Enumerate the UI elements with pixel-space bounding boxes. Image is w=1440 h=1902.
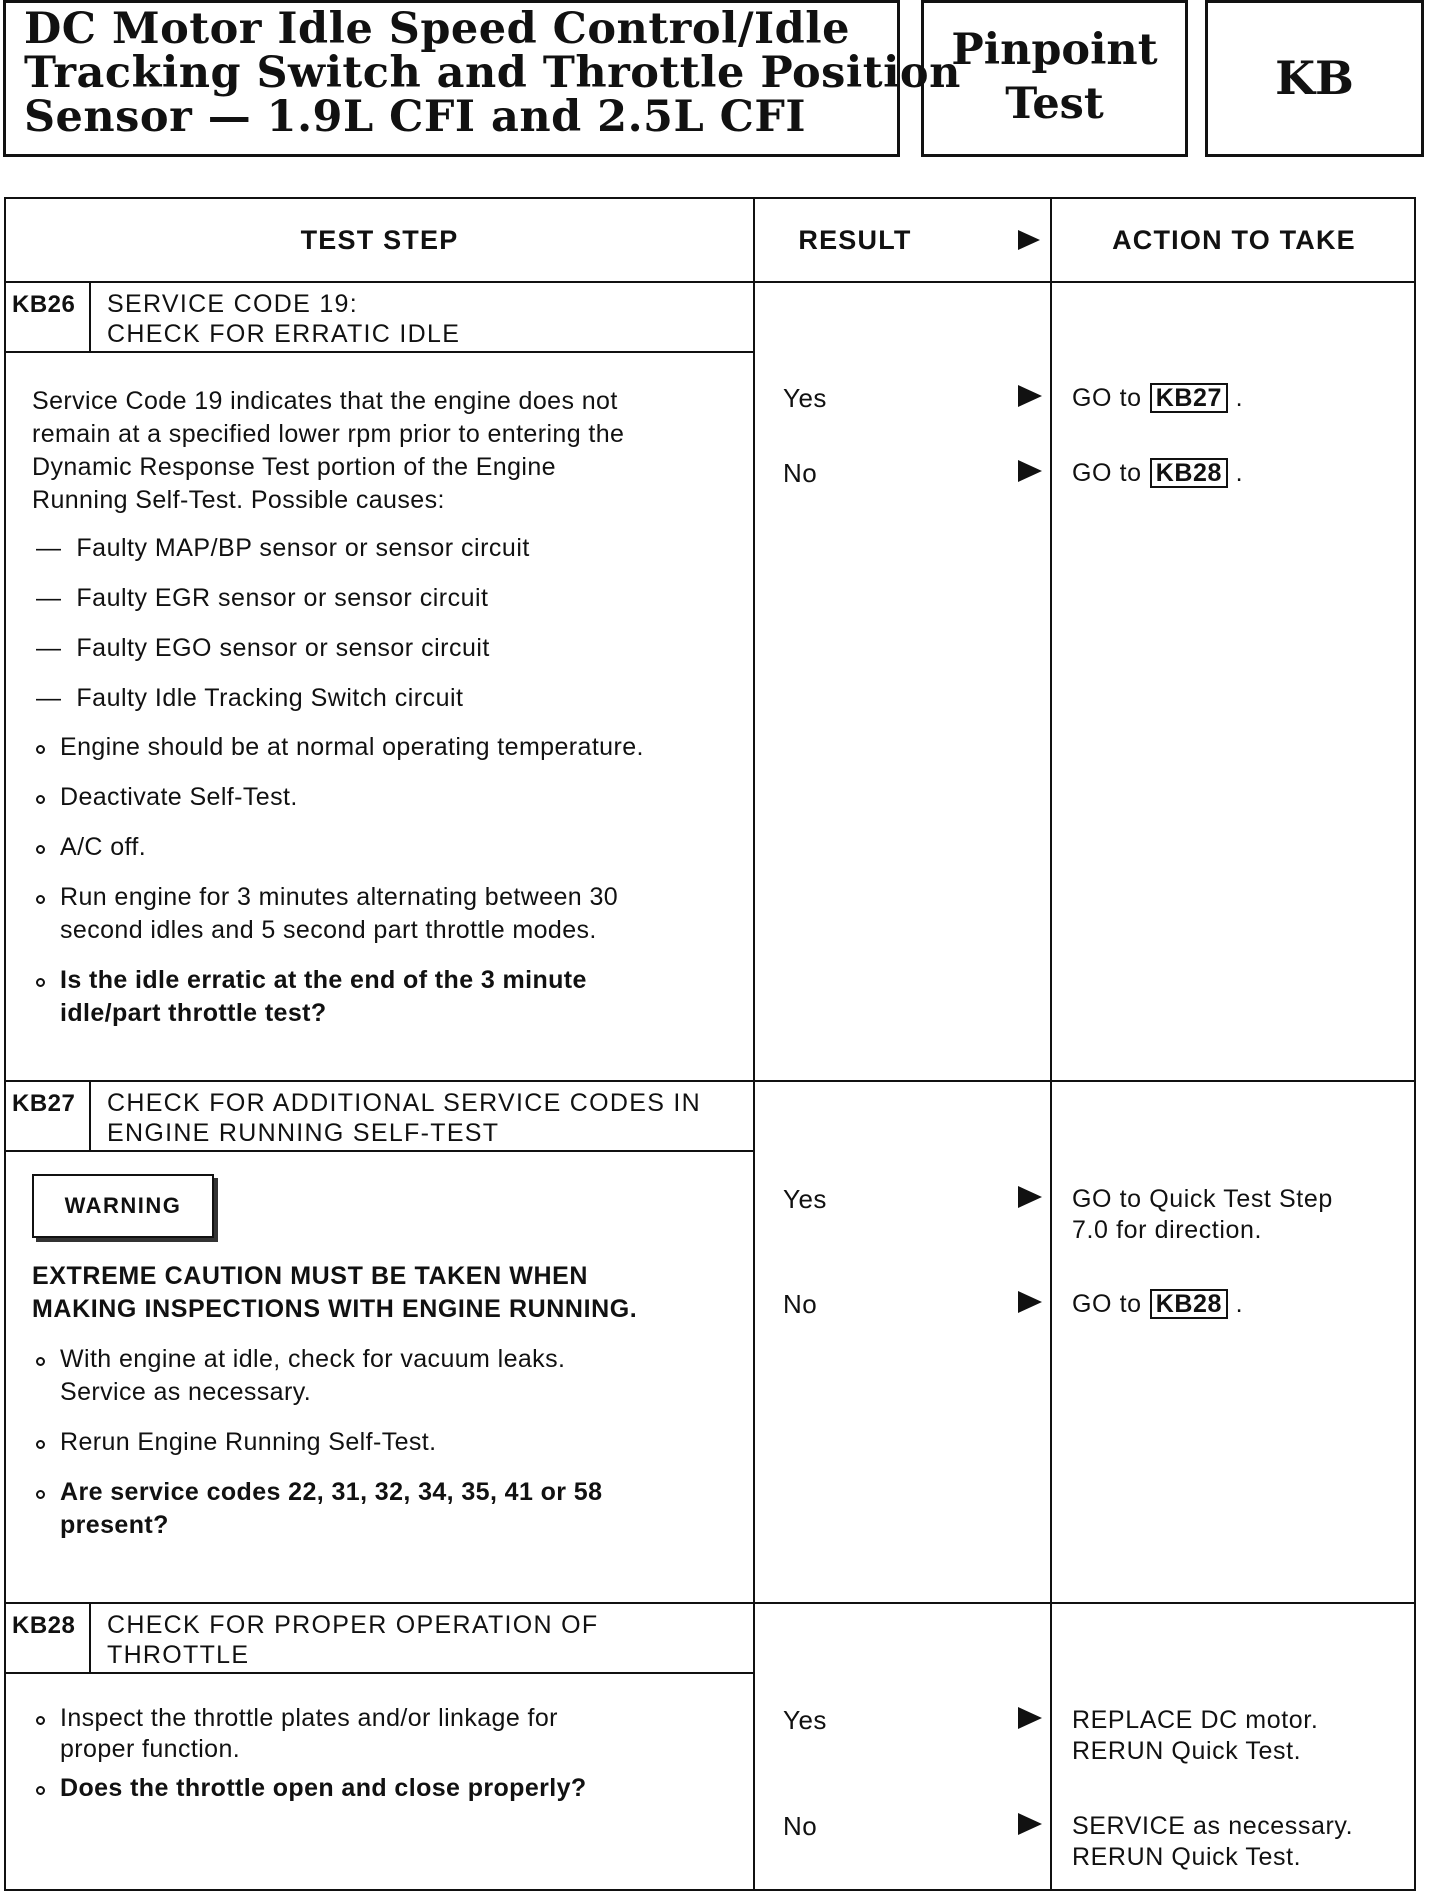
row-divider (6, 281, 1414, 283)
test-code: KB (1275, 51, 1354, 105)
bullet-icon (36, 1786, 45, 1795)
pinpoint-label: Pinpoint (951, 25, 1158, 75)
result-no: No (783, 1289, 818, 1319)
caution-line: MAKING INSPECTIONS WITH ENGINE RUNNING. (32, 1295, 638, 1323)
action-go-to: GO to KB28 . (1072, 459, 1244, 487)
question-text: idle/part throttle test? (60, 999, 327, 1027)
pinpoint-test-box (921, 0, 1188, 157)
bullet-text: Service as necessary. (60, 1378, 312, 1406)
step-id-border (89, 283, 91, 351)
result-arrow-icon (1018, 1707, 1042, 1729)
result-yes: Yes (783, 1705, 827, 1735)
action-line: GO to Quick Test Step (1072, 1185, 1333, 1213)
result-arrow-icon (1018, 230, 1040, 250)
action-line: REPLACE DC motor. (1072, 1706, 1319, 1734)
intro-line: Dynamic Response Test portion of the Engine (32, 453, 556, 481)
action-line: 7.0 for direction. (1072, 1216, 1263, 1244)
question-text: Is the idle erratic at the end of the 3 minute (60, 966, 587, 994)
step-id-border (89, 1082, 91, 1150)
column-header-test-step: TEST STEP (300, 224, 459, 255)
step-intro (32, 385, 624, 517)
cause-item: — Faulty EGR sensor or sensor circuit (36, 584, 489, 612)
action-quick-test (1072, 1184, 1333, 1246)
bullet-text: Engine should be at normal operating temperature. (60, 733, 644, 761)
result-no: No (783, 458, 818, 488)
step-title-line: CHECK FOR PROPER OPERATION OF (107, 1611, 599, 1639)
page-title-box (3, 0, 961, 157)
column-divider (1050, 199, 1052, 1889)
row-divider (6, 1602, 1414, 1604)
bullet-icon (36, 1490, 45, 1499)
warning-label: WARNING (32, 1174, 214, 1238)
bullet-icon (36, 745, 45, 754)
caution-line: EXTREME CAUTION MUST BE TAKEN WHEN (32, 1262, 589, 1290)
cause-item: — Faulty MAP/BP sensor or sensor circuit (36, 534, 530, 562)
bullet-icon (36, 978, 45, 987)
step-title-line: ENGINE RUNNING SELF-TEST (107, 1119, 500, 1147)
step-title (107, 289, 460, 349)
page-title-line: DC Motor Idle Speed Control/Idle (24, 4, 850, 54)
step-title-underline (6, 351, 755, 353)
result-arrow-icon (1018, 1813, 1042, 1835)
step-title (107, 1088, 701, 1148)
result-arrow-icon (1018, 460, 1042, 482)
result-arrow-icon (1018, 385, 1042, 407)
caution-text (32, 1260, 637, 1326)
result-yes: Yes (783, 383, 827, 413)
bullet-text: A/C off. (60, 833, 147, 861)
question-text: Are service codes 22, 31, 32, 34, 35, 41 or 58 (60, 1478, 603, 1506)
action-go-to: GO to KB27 . (1072, 384, 1244, 412)
step-title-underline (6, 1150, 755, 1152)
step-title (107, 1610, 598, 1670)
step-ref-kb27[interactable]: KB27 (1150, 383, 1228, 413)
action-go-to: GO to KB28 . (1072, 1290, 1244, 1318)
bullet-icon (36, 845, 45, 854)
pinpoint-test-table (4, 197, 1416, 1891)
bullet-text: With engine at idle, check for vacuum leaks. (60, 1345, 566, 1373)
step-id-kb27: KB27 (12, 1090, 76, 1117)
step-ref-kb28[interactable]: KB28 (1150, 458, 1228, 488)
page-title-line: Sensor — 1.9L CFI and 2.5L CFI (24, 92, 807, 142)
cause-item: — Faulty EGO sensor or sensor circuit (36, 634, 490, 662)
test-code-box (1205, 0, 1424, 157)
step-title-line: SERVICE CODE 19: (107, 290, 358, 318)
action-line: RERUN Quick Test. (1072, 1737, 1302, 1765)
bullet-icon (36, 1440, 45, 1449)
step-title-line: CHECK FOR ADDITIONAL SERVICE CODES IN (107, 1089, 702, 1117)
action-line: SERVICE as necessary. (1072, 1812, 1354, 1840)
column-divider (753, 199, 755, 1889)
column-header-result: RESULT (798, 224, 912, 255)
bullet-text: Inspect the throttle plates and/or linkage for (60, 1704, 558, 1732)
step-title-line: THROTTLE (107, 1641, 250, 1669)
bullet-icon (36, 1716, 45, 1725)
step-id-kb26: KB26 (12, 291, 76, 318)
bullet-icon (36, 795, 45, 804)
bullet-icon (36, 1357, 45, 1366)
step-id-border (89, 1604, 91, 1672)
bullet-text: proper function. (60, 1735, 241, 1763)
result-arrow-icon (1018, 1186, 1042, 1208)
bullet-icon (36, 895, 45, 904)
test-label: Test (1005, 79, 1104, 129)
question-text: present? (60, 1511, 169, 1539)
bullet-text: second idles and 5 second part throttle modes. (60, 916, 597, 944)
cause-item: — Faulty Idle Tracking Switch circuit (36, 684, 464, 712)
intro-line: Service Code 19 indicates that the engine does not (32, 387, 618, 415)
step-id-kb28: KB28 (12, 1612, 76, 1639)
question-text: Does the throttle open and close properly? (60, 1774, 587, 1802)
result-no: No (783, 1811, 818, 1841)
column-header-action: ACTION TO TAKE (1112, 224, 1356, 255)
step-title-underline (6, 1672, 755, 1674)
result-arrow-icon (1018, 1291, 1042, 1313)
intro-line: Running Self-Test. Possible causes: (32, 486, 445, 514)
intro-line: remain at a specified lower rpm prior to entering the (32, 420, 625, 448)
step-title-line: CHECK FOR ERRATIC IDLE (107, 320, 461, 348)
action-replace (1072, 1705, 1318, 1767)
bullet-text: Run engine for 3 minutes alternating between 30 (60, 883, 619, 911)
step-ref-kb28[interactable]: KB28 (1150, 1289, 1228, 1319)
bullet-text: Deactivate Self-Test. (60, 783, 298, 811)
action-line: RERUN Quick Test. (1072, 1843, 1302, 1871)
bullet-text: Rerun Engine Running Self-Test. (60, 1428, 437, 1456)
page-title-line: Tracking Switch and Throttle Position (24, 48, 961, 98)
action-service (1072, 1811, 1353, 1873)
row-divider (6, 1080, 1414, 1082)
result-yes: Yes (783, 1184, 827, 1214)
